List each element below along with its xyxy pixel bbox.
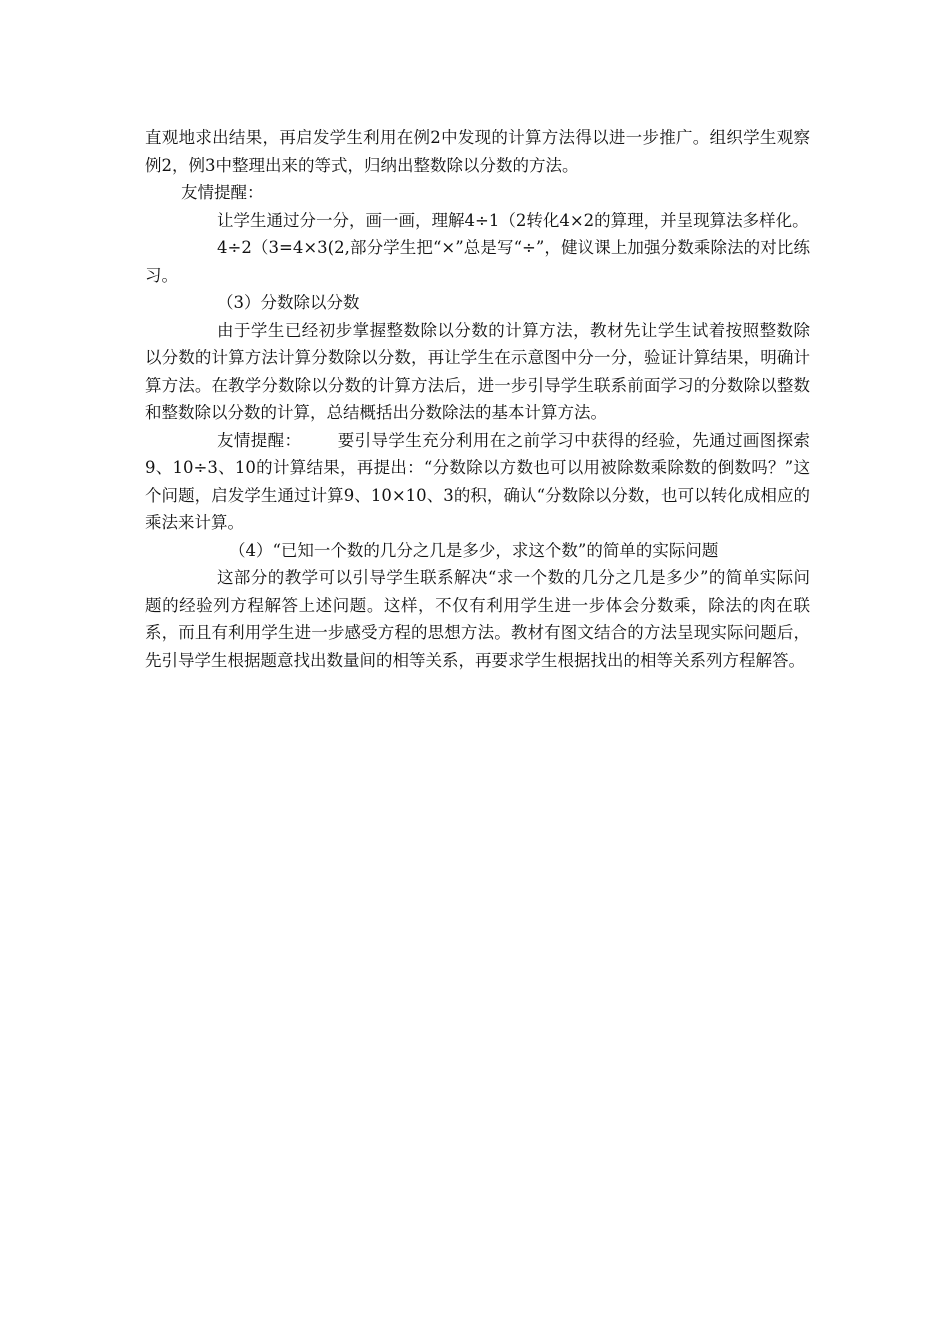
tip-label: 友情提醒： bbox=[217, 430, 302, 450]
tip-text: 要引导学生充分利用在之前学习中获得的经验，先通过画图探索9、10÷3、10的计算结果，再提出：“分数除以方数也可以用被除数乘除数的倒数吗？”这个问题，启发学生通过计算9、10×10、3的积，确认“分数除以分数，也可以转化成相应的乘法来计算。 bbox=[145, 430, 811, 532]
paragraph-intro: 直观地求出结果，再启发学生利用在例2中发现的计算方法得以进一步推广。组织学生观察例2，例3中整理出来的等式，归纳出整数除以分数的方法。 bbox=[145, 128, 810, 175]
section-heading-3: （3）分数除以分数 bbox=[217, 293, 360, 312]
document-body bbox=[145, 124, 810, 674]
tip-heading-1: 友情提醒： bbox=[181, 183, 264, 202]
paragraph-section-4: 这部分的教学可以引导学生联系解决“求一个数的几分之几是多少”的简单实际问题的经验列方程解答上述问题。这样，不仅有利用学生进一步体会分数乘，除法的肉在联系，而且有利用学生进一步感受方程的思想方法。教材有图文结合的方法呈现实际问题后，先引导学生根据题意找出数量间的相等关系，再要求学生根据找出的相等关系列方程解答。 bbox=[145, 568, 810, 670]
paragraph-tip-3 bbox=[145, 427, 810, 537]
paragraph-tip-2: 4÷2（3=4×3(2,部分学生把“×”总是写“÷”，健议课上加强分数乘除法的对比练习。 bbox=[145, 238, 810, 285]
paragraph-tip-1: 让学生通过分一分，画一画，理解4÷1（2转化4×2的算理，并呈现算法多样化。 bbox=[217, 210, 809, 230]
paragraph-section-3: 由于学生已经初步掌握整数除以分数的计算方法，教材先让学生试着按照整数除以分数的计算方法计算分数除以分数，再让学生在示意图中分一分，验证计算结果，明确计算方法。在教学分数除以分数的计算方法后，进一步引导学生联系前面学习的分数除以整数和整数除以分数的计算，总结概括出分数除法的基本计算方法。 bbox=[145, 320, 810, 422]
section-heading-4: （4）“已知一个数的几分之几是多少，求这个数”的简单的实际问题 bbox=[229, 540, 719, 560]
